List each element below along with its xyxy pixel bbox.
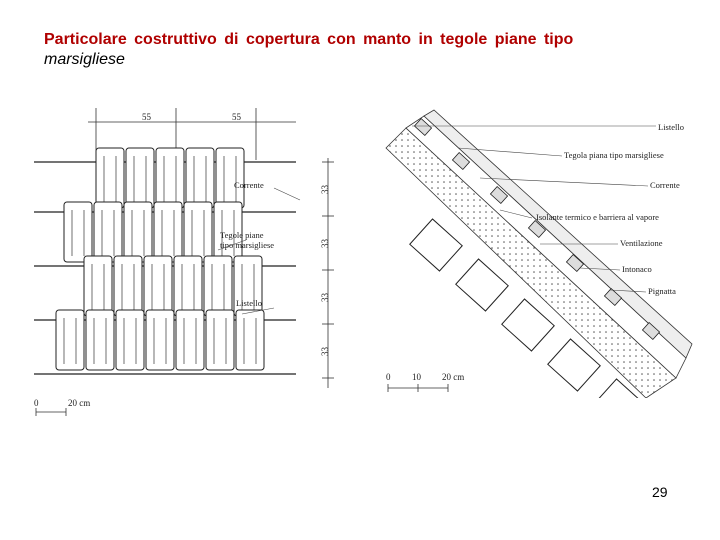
section-label-6: Intonaco (622, 264, 652, 274)
roof-tile (126, 148, 154, 208)
roof-tile (116, 310, 144, 370)
roof-tile (56, 310, 84, 370)
page-number: 29 (652, 484, 668, 500)
section-label-4: Isolante termico e barriera al vapore (536, 212, 659, 222)
title-line-2: marsigliese (44, 51, 125, 68)
tile-elevation-drawing (28, 100, 348, 430)
roof-tile (96, 148, 124, 208)
section-label-5: Ventilazione (620, 238, 663, 248)
roof-tile (94, 202, 122, 262)
label-tegole-2: tipo marsigliese (220, 240, 275, 250)
scale-right-20: 20 cm (442, 372, 465, 382)
dim-top-b: 55 (232, 112, 241, 122)
roof-tile (64, 202, 92, 262)
dim-side-4: 33 (320, 347, 330, 356)
label-listello: Listello (236, 298, 262, 308)
roof-tile (236, 310, 264, 370)
roof-tile (124, 202, 152, 262)
dim-side-3: 33 (320, 293, 330, 302)
roof-tile (204, 256, 232, 316)
roof-tile (216, 148, 244, 208)
roof-section-drawing (376, 108, 696, 398)
section-label-7: Pignatta (648, 286, 676, 296)
roof-tile (154, 202, 182, 262)
section-label-1: Listello (658, 122, 684, 132)
hollow-block (456, 259, 508, 311)
slide-title (44, 30, 644, 70)
roof-tile (146, 310, 174, 370)
label-corrente: Corrente (234, 180, 264, 190)
roof-tile (206, 310, 234, 370)
title-line-1: Particolare costruttivo di copertura con manto in tegole piane tipo (44, 31, 574, 48)
roof-tile (176, 310, 204, 370)
roof-tile (114, 256, 142, 316)
scale-bar-right (388, 384, 448, 392)
roof-tile (184, 202, 212, 262)
roof-tile (144, 256, 172, 316)
label-tegole-1: Tegole piane (220, 230, 264, 240)
roof-tile (86, 310, 114, 370)
scale-right-0: 0 (386, 372, 391, 382)
roof-tile (156, 148, 184, 208)
scale-bar-left (36, 408, 66, 416)
section-label-3: Corrente (650, 180, 680, 190)
hollow-block (502, 299, 554, 351)
tile-rows (56, 148, 264, 370)
scale-right-10: 10 (412, 372, 421, 382)
dim-side-2: 33 (320, 239, 330, 248)
dim-side-1: 33 (320, 185, 330, 194)
roof-tile (84, 256, 112, 316)
scale-20: 20 cm (68, 398, 91, 408)
roof-tile (186, 148, 214, 208)
hollow-block (410, 219, 462, 271)
scale-0: 0 (34, 398, 39, 408)
section-label-2: Tegola piana tipo marsigliese (564, 150, 664, 160)
dim-top-a: 55 (142, 112, 151, 122)
roof-tile (174, 256, 202, 316)
